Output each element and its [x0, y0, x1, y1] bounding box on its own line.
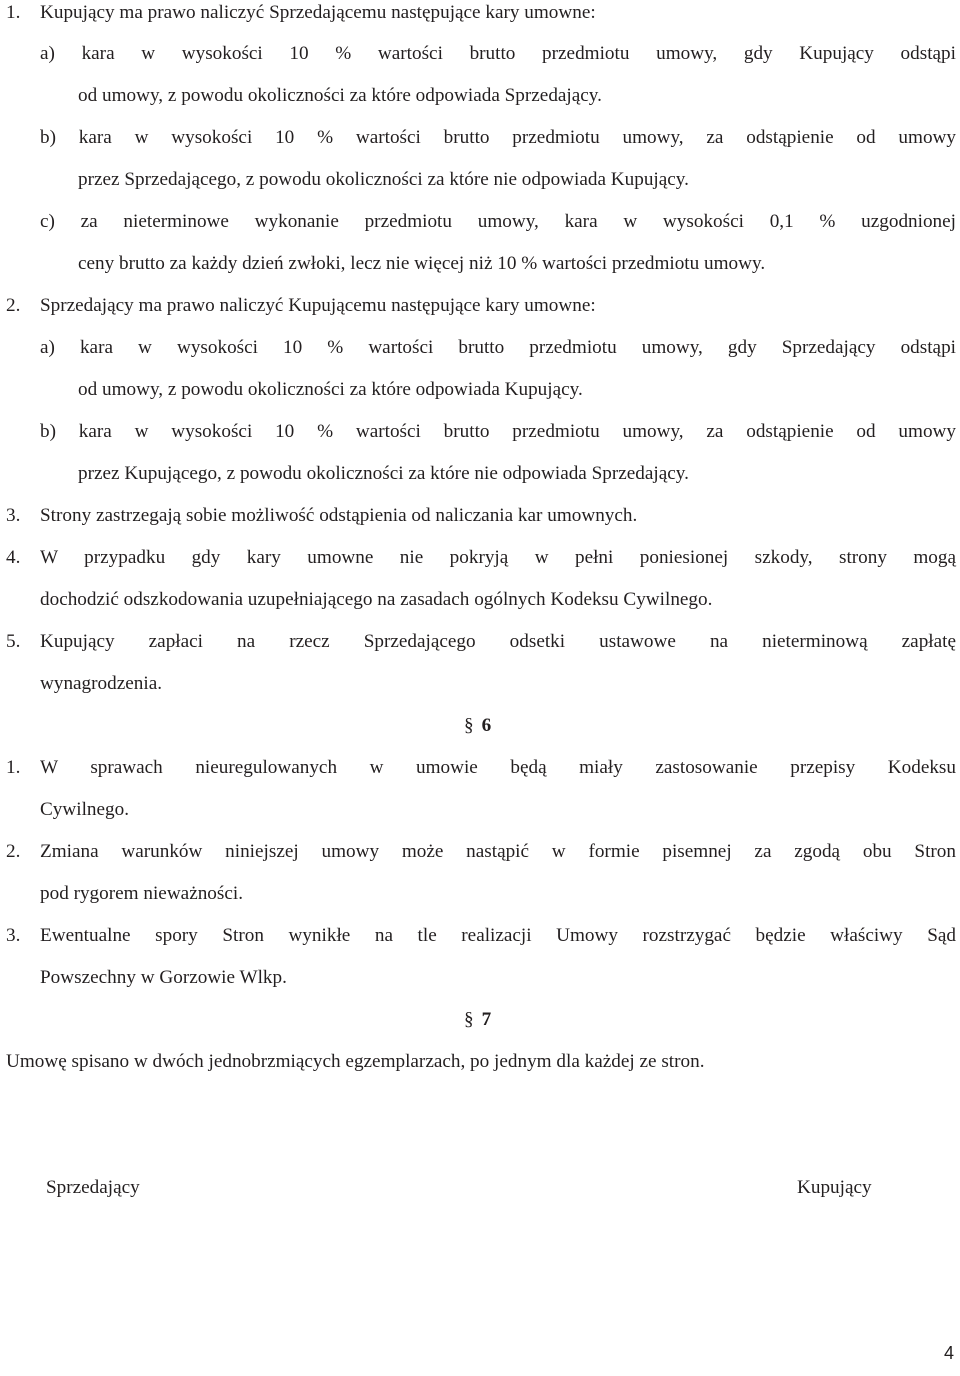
- subitem-text: od umowy, z powodu okoliczności za które odpowiada Kupujący.: [78, 379, 583, 400]
- subitem-text: ceny brutto za każdy dzień zwłoki, lecz nie więcej niż 10 % wartości przedmiotu umowy.: [78, 253, 766, 274]
- subitem-text: przez Sprzedającego, z powodu okoliczności za które nie odpowiada Kupujący.: [78, 169, 689, 190]
- paragraph-text: Kupujący ma prawo naliczyć Sprzedającemu następujące kary umowne:: [40, 2, 596, 23]
- section-heading: [464, 716, 491, 735]
- section-number: 7: [481, 1009, 492, 1030]
- paragraph-text: wynagrodzenia.: [40, 673, 163, 694]
- item-number: 5.: [6, 631, 21, 652]
- subitem-text: a) kara w wysokości 10 % wartości brutto przedmiotu umowy, gdy Sprzedający odstąpi: [40, 337, 956, 358]
- paragraph-text: Sprzedający ma prawo naliczyć Kupującemu następujące kary umowne:: [40, 295, 596, 316]
- item-number: 2.: [6, 295, 21, 316]
- paragraph-text: Strony zastrzegają sobie możliwość odstąpienia od naliczania kar umownych.: [40, 505, 638, 526]
- paragraph-text: Ewentualne spory Stron wynikłe na tle realizacji Umowy rozstrzygać będzie właściwy Sąd: [40, 925, 956, 946]
- item-number: 2.: [6, 841, 21, 862]
- subitem-text: od umowy, z powodu okoliczności za które odpowiada Sprzedający.: [78, 85, 602, 106]
- subitem-text: b) kara w wysokości 10 % wartości brutto przedmiotu umowy, za odstąpienie od umowy: [40, 421, 956, 442]
- subitem-text: a) kara w wysokości 10 % wartości brutto przedmiotu umowy, gdy Kupujący odstąpi: [40, 43, 956, 64]
- subitem-text: c) za nieterminowe wykonanie przedmiotu umowy, kara w wysokości 0,1 % uzgodnionej: [40, 211, 956, 232]
- page-number: 4: [943, 1343, 954, 1363]
- item-number: 3.: [6, 925, 21, 946]
- paragraph-text: W sprawach nieuregulowanych w umowie będą miały zastosowanie przepisy Kodeksu: [40, 757, 956, 778]
- section-sign: §: [464, 715, 474, 736]
- section-number: 6: [481, 715, 492, 736]
- paragraph-text: W przypadku gdy kary umowne nie pokryją w pełni poniesionej szkody, strony mogą: [40, 547, 956, 568]
- paragraph-text: Umowę spisano w dwóch jednobrzmiących egzemplarzach, po jednym dla każdej ze stron.: [6, 1051, 705, 1072]
- paragraph-text: Powszechny w Gorzowie Wlkp.: [40, 967, 287, 988]
- section-sign: §: [464, 1009, 474, 1030]
- item-number: 3.: [6, 505, 21, 526]
- subitem-text: b) kara w wysokości 10 % wartości brutto przedmiotu umowy, za odstąpienie od umowy: [40, 127, 956, 148]
- paragraph-text: dochodzić odszkodowania uzupełniającego na zasadach ogólnych Kodeksu Cywilnego.: [40, 589, 713, 610]
- subitem-text: przez Kupującego, z powodu okoliczności za które nie odpowiada Sprzedający.: [78, 463, 689, 484]
- signature-buyer: Kupujący: [797, 1177, 872, 1198]
- item-number: 1.: [6, 2, 21, 23]
- item-number: 1.: [6, 757, 21, 778]
- paragraph-text: pod rygorem nieważności.: [40, 883, 244, 904]
- item-number: 4.: [6, 547, 21, 568]
- paragraph-text: Zmiana warunków niniejszej umowy może nastąpić w formie pisemnej za zgodą obu Stron: [40, 841, 956, 862]
- paragraph-text: Kupujący zapłaci na rzecz Sprzedającego odsetki ustawowe na nieterminową zapłatę: [40, 631, 956, 652]
- paragraph-text: Cywilnego.: [40, 799, 130, 820]
- signature-seller: Sprzedający: [46, 1177, 140, 1198]
- section-heading: [464, 1010, 491, 1029]
